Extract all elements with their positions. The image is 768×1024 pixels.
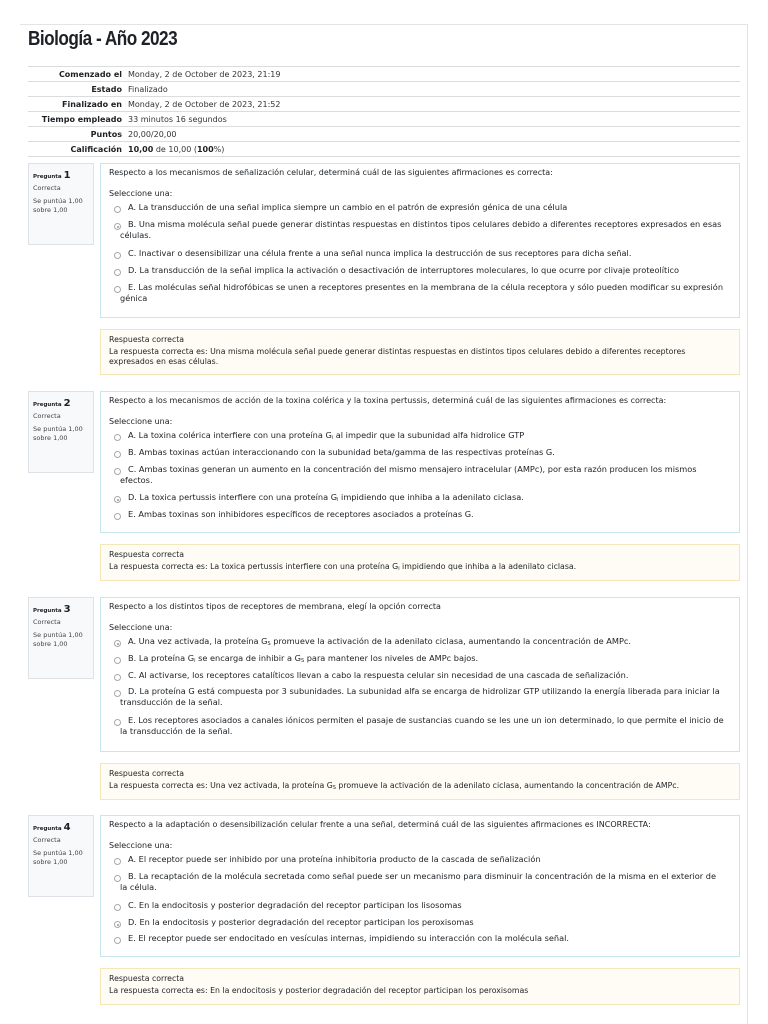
option-text: A. La toxina colérica interfiere con una proteína G bbox=[128, 430, 332, 440]
attempt-summary-table bbox=[28, 66, 740, 157]
radio-button[interactable] bbox=[114, 206, 121, 213]
question-text: Respecto a los mecanismos de acción de la toxina colérica y la toxina pertussis, determiná cuál de las siguientes afirmaciones es correcta: bbox=[109, 396, 667, 405]
question-number bbox=[33, 603, 89, 617]
radio-button[interactable] bbox=[114, 904, 121, 911]
option-label[interactable]: D. La transducción de la señal implica la activación o desactivación de interruptores moleculares, lo que ocurre por clivaje proteolítico bbox=[128, 265, 679, 275]
option-label[interactable]: D. En la endocitosis y posterior degradación del receptor participan los peroxisomas bbox=[128, 917, 474, 927]
answer-option[interactable] bbox=[109, 464, 725, 486]
answer-feedback bbox=[100, 329, 740, 375]
frame-right-border bbox=[747, 24, 748, 1024]
radio-button[interactable] bbox=[114, 858, 121, 865]
correct-answer-text bbox=[109, 562, 731, 573]
option-text: promueve la activación de la adenilato ciclasa, aumentando la concentración de AMPc. bbox=[270, 636, 631, 646]
option-text: para mantener los niveles de AMPc bajos. bbox=[304, 653, 479, 663]
answer-option[interactable] bbox=[109, 653, 725, 665]
subscript: i bbox=[194, 658, 196, 664]
question-info bbox=[28, 597, 94, 679]
answer-option[interactable] bbox=[109, 636, 725, 648]
feedback-title: Respuesta correcta bbox=[109, 769, 185, 778]
summary-row-finished bbox=[28, 96, 740, 111]
grade-value: 10,00 bbox=[128, 144, 154, 154]
question-label: Pregunta bbox=[33, 174, 62, 180]
option-label[interactable]: E. Las moléculas señal hidrofóbicas se unen a receptores presentes en la membrana de la célula receptora y sólo pueden modificar su expresión génica bbox=[120, 282, 724, 303]
answer-option[interactable] bbox=[109, 871, 725, 893]
subscript: S bbox=[267, 641, 271, 647]
summary-row-started bbox=[28, 66, 740, 81]
option-text: A. Una vez activada, la proteína G bbox=[128, 636, 268, 646]
answer-prompt: Seleccione una: bbox=[109, 623, 173, 633]
answer-feedback bbox=[100, 763, 740, 800]
option-label[interactable]: C. Ambas toxinas generan un aumento en la concentración del mismo mensajero intracelular (AMPc), por esta razón producen los mismos efectos. bbox=[120, 464, 697, 485]
option-label[interactable]: B. Una misma molécula señal puede generar distintas respuestas en distintos tipos celulares debido a diferentes receptores expresados en esas células. bbox=[120, 219, 722, 240]
summary-row-state bbox=[28, 81, 740, 96]
radio-button[interactable] bbox=[114, 269, 121, 276]
question-number bbox=[33, 397, 89, 411]
option-label[interactable] bbox=[101, 653, 725, 665]
question-state: Correcta bbox=[33, 617, 61, 626]
question-text: Respecto a los distintos tipos de receptores de membrana, elegí la opción correcta bbox=[109, 602, 441, 611]
summary-label: Finalizado en bbox=[62, 99, 122, 109]
option-label[interactable]: B. La recaptación de la molécula secretada como señal puede ser un mecanismo para disminuir la concentración de la misma en el exterior de la célula. bbox=[120, 871, 717, 892]
option-label[interactable]: D. La proteína G está compuesta por 3 subunidades. La subunidad alfa se encarga de hidrolizar GTP utilizando la energía liberada para iniciar la transducción de la señal. bbox=[120, 686, 720, 707]
question-text-emphasis: INCORRECTA bbox=[596, 820, 648, 829]
option-label[interactable]: C. Inactivar o desensibilizar una célula frente a una señal nunca implica la destrucción de sus receptores para dicha señal. bbox=[128, 248, 632, 258]
option-label[interactable]: B. Ambas toxinas actúan interaccionando con la subunidad beta/gamma de las respectivas proteínas G. bbox=[128, 447, 555, 457]
question-grade: Se puntúa 1,00 sobre 1,00 bbox=[33, 849, 83, 867]
radio-button-selected[interactable] bbox=[114, 496, 121, 503]
question-text: Respecto a los mecanismos de señalización celular, determiná cuál de las siguientes afirmaciones es correcta: bbox=[109, 168, 553, 177]
subscript: i bbox=[337, 497, 339, 503]
answer-feedback bbox=[100, 968, 740, 1005]
question-text-part: : bbox=[647, 820, 651, 829]
radio-button[interactable] bbox=[114, 937, 121, 944]
subscript: S bbox=[300, 658, 305, 664]
feedback-title: Respuesta correcta bbox=[109, 335, 185, 344]
question-label: Pregunta bbox=[33, 826, 62, 832]
radio-button[interactable] bbox=[114, 674, 121, 681]
option-text: al impedir que la subunidad alfa hidrolice GTP bbox=[333, 430, 525, 440]
feedback-text: impidiendo que inhiba a la adenilato ciclasa. bbox=[399, 562, 577, 572]
answer-option[interactable] bbox=[109, 265, 725, 276]
summary-row-time-taken bbox=[28, 111, 740, 126]
summary-value: 33 minutos 16 segundos bbox=[128, 114, 227, 124]
answer-option[interactable] bbox=[109, 509, 725, 520]
grade-text-end: %) bbox=[213, 144, 225, 154]
grade-text: de 10,00 ( bbox=[153, 144, 197, 154]
answer-option[interactable] bbox=[109, 447, 725, 458]
question-state: Correcta bbox=[33, 183, 61, 192]
summary-value: 20,00/20,00 bbox=[128, 129, 177, 139]
option-text: B. La proteína G bbox=[128, 653, 195, 663]
option-label[interactable]: C. En la endocitosis y posterior degradación del receptor participan los lisosomas bbox=[128, 900, 462, 910]
answer-option[interactable] bbox=[109, 282, 725, 304]
question-label: Pregunta bbox=[33, 402, 62, 408]
feedback-text: La respuesta correcta es: Una vez activada, la proteína G bbox=[109, 781, 333, 791]
answer-option[interactable] bbox=[109, 492, 725, 504]
answer-prompt: Seleccione una: bbox=[109, 417, 173, 427]
option-label[interactable]: A. El receptor puede ser inhibido por una proteína inhibitoria producto de la cascada de señalización bbox=[128, 854, 541, 864]
grade-percent: 100 bbox=[196, 144, 214, 154]
frame-top-border bbox=[20, 24, 748, 25]
summary-row-marks bbox=[28, 126, 740, 141]
option-text: se encarga de inhibir a G bbox=[195, 653, 301, 663]
radio-button[interactable] bbox=[114, 468, 121, 475]
question-text bbox=[109, 820, 731, 830]
radio-button-selected[interactable] bbox=[114, 640, 121, 647]
question-label: Pregunta bbox=[33, 608, 62, 614]
question-content bbox=[100, 391, 740, 533]
answer-option[interactable] bbox=[109, 854, 725, 865]
answer-prompt: Seleccione una: bbox=[109, 189, 173, 199]
option-label[interactable]: E. Los receptores asociados a canales iónicos permiten el pasaje de sustancias cuando se les une un ion determinado, lo que permite el inicio de la transducción de la señal. bbox=[120, 715, 724, 736]
answer-option[interactable] bbox=[109, 219, 725, 241]
question-content bbox=[100, 815, 740, 957]
question-num: 4 bbox=[63, 822, 71, 833]
answer-option[interactable] bbox=[109, 430, 725, 442]
feedback-title: Respuesta correcta bbox=[109, 550, 185, 559]
question-grade: Se puntúa 1,00 sobre 1,00 bbox=[33, 425, 83, 443]
correct-answer-text: La respuesta correcta es: En la endocitosis y posterior degradación del receptor participan los peroxisomas bbox=[109, 986, 529, 996]
feedback-title: Respuesta correcta bbox=[109, 974, 185, 983]
question-info bbox=[28, 163, 94, 245]
subscript: S bbox=[332, 785, 336, 792]
question-number bbox=[33, 169, 89, 183]
feedback-text: La respuesta correcta es: La toxica pertussis interfiere con una proteína G bbox=[109, 562, 399, 572]
option-label[interactable]: E. El receptor puede ser endocitado en vesículas internas, impidiendo su interacción con la molécula señal. bbox=[128, 933, 569, 943]
radio-button[interactable] bbox=[114, 875, 121, 882]
option-text: impidiendo que inhiba a la adenilato ciclasa. bbox=[338, 492, 524, 502]
radio-button[interactable] bbox=[114, 690, 121, 697]
answer-option[interactable] bbox=[109, 670, 725, 681]
radio-button-selected[interactable] bbox=[114, 223, 121, 230]
question-state: Correcta bbox=[33, 835, 61, 844]
correct-answer-text bbox=[109, 781, 731, 792]
radio-button[interactable] bbox=[114, 719, 121, 726]
radio-button-selected[interactable] bbox=[114, 921, 121, 928]
summary-value bbox=[122, 145, 224, 154]
question-number bbox=[33, 821, 89, 835]
subscript: i bbox=[398, 566, 400, 573]
question-content bbox=[100, 597, 740, 752]
option-label[interactable]: A. La transducción de una señal implica siempre un cambio en el patrón de expresión génica de una célula bbox=[128, 202, 568, 212]
answer-prompt: Seleccione una: bbox=[109, 841, 173, 851]
question-num: 1 bbox=[63, 170, 71, 181]
answer-option[interactable] bbox=[109, 900, 725, 911]
radio-button[interactable] bbox=[114, 657, 121, 664]
question-state: Correcta bbox=[33, 411, 61, 420]
answer-option[interactable] bbox=[109, 917, 725, 928]
option-label[interactable] bbox=[101, 492, 725, 504]
summary-value: Monday, 2 de October de 2023, 21:19 bbox=[128, 69, 281, 79]
option-label[interactable]: C. Al activarse, los receptores catalíticos llevan a cabo la respuesta celular sin necesidad de una cascada de señalización. bbox=[128, 670, 629, 680]
answer-option[interactable] bbox=[109, 686, 725, 708]
radio-button[interactable] bbox=[114, 252, 121, 259]
summary-label: Calificación bbox=[70, 144, 122, 154]
summary-label: Puntos bbox=[90, 129, 122, 139]
question-num: 3 bbox=[63, 604, 71, 615]
question-grade: Se puntúa 1,00 sobre 1,00 bbox=[33, 631, 83, 649]
answer-feedback bbox=[100, 544, 740, 581]
feedback-text: promueve la activación de la adenilato ciclasa, aumentando la concentración de AMPc. bbox=[335, 781, 680, 791]
question-text-part: Respecto a la adaptación o desensibilización celular frente a una señal, determiná cuál de las siguientes afirmaciones es bbox=[109, 820, 597, 829]
subscript: i bbox=[331, 435, 334, 441]
radio-button[interactable] bbox=[114, 286, 121, 293]
answer-option[interactable] bbox=[109, 248, 725, 259]
option-label[interactable] bbox=[101, 430, 725, 442]
summary-label: Estado bbox=[91, 84, 122, 94]
summary-value: Finalizado bbox=[128, 84, 168, 94]
question-info bbox=[28, 815, 94, 897]
question-num: 2 bbox=[63, 398, 71, 409]
radio-button[interactable] bbox=[114, 434, 121, 441]
summary-label: Comenzado el bbox=[58, 69, 122, 79]
correct-answer-text: La respuesta correcta es: Una misma molécula señal puede generar distintas respuestas en distintos tipos celulares debido a diferentes receptores expresados en esas células. bbox=[109, 347, 686, 367]
question-info bbox=[28, 391, 94, 473]
option-label[interactable]: E. Ambas toxinas son inhibidores específicos de receptores asociados a proteínas G. bbox=[128, 509, 474, 519]
page-title: Biología - Año 2023 bbox=[28, 28, 178, 50]
radio-button[interactable] bbox=[114, 513, 121, 520]
answer-option[interactable] bbox=[109, 202, 725, 213]
answer-option[interactable] bbox=[109, 715, 725, 737]
radio-button[interactable] bbox=[114, 451, 121, 458]
summary-row-grade bbox=[28, 141, 740, 157]
answer-option[interactable] bbox=[109, 933, 725, 944]
summary-label: Tiempo empleado bbox=[41, 114, 122, 124]
option-label[interactable] bbox=[101, 636, 725, 648]
question-grade: Se puntúa 1,00 sobre 1,00 bbox=[33, 197, 83, 215]
question-content bbox=[100, 163, 740, 318]
option-text: D. La toxica pertussis interfiere con una proteína G bbox=[128, 492, 338, 502]
summary-value: Monday, 2 de October de 2023, 21:52 bbox=[128, 99, 281, 109]
